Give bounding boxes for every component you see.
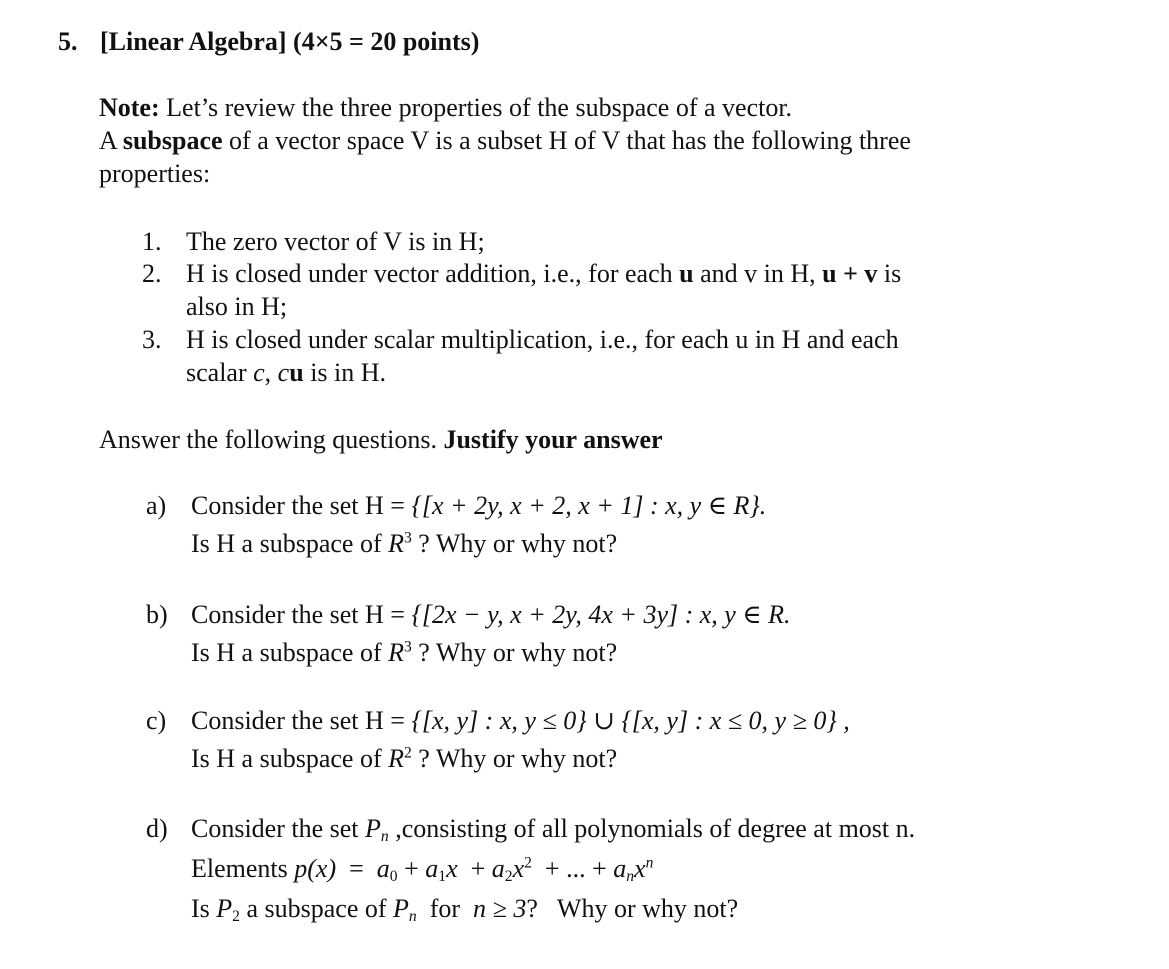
note-label: Note:	[99, 93, 160, 122]
question-heading	[58, 26, 479, 59]
property-3-text-2c: is in H.	[303, 358, 387, 387]
question-c-line-1	[191, 705, 850, 738]
question-c-intro: Consider the set H =	[191, 706, 412, 735]
property-3-text: H is closed under scalar multiplication, i.e., for each u in H and each	[186, 325, 899, 354]
note-text-1: Let’s review the three properties of the subspace of a vector.	[159, 93, 793, 122]
property-2-text-b: and v in H,	[693, 259, 823, 288]
question-b-space-exponent: 3	[404, 638, 412, 656]
question-c-space-exponent: 2	[404, 744, 412, 762]
polynomial-plus-2: +	[457, 854, 492, 883]
property-3-text-2a: scalar	[186, 358, 254, 387]
question-a-ask: Is H a subspace of	[191, 529, 389, 558]
coef-an: a	[613, 854, 627, 883]
question-d-line-2	[191, 853, 653, 886]
question-d-description: ,consisting of all polynomials of degree at most n.	[388, 814, 916, 843]
note-text-2a: A	[99, 126, 123, 155]
vector-sum: u + v	[822, 259, 878, 288]
note-line-1	[99, 92, 792, 125]
question-number: 5.	[58, 27, 78, 56]
property-3-text-line2	[186, 357, 386, 390]
term-x2: x	[512, 854, 525, 883]
question-c-ask: Is H a subspace of	[191, 744, 389, 773]
property-3-text-2b: ,	[264, 358, 278, 387]
scalar-c-product: c	[277, 358, 290, 387]
p2-subscript: 2	[232, 907, 240, 925]
term-xn-exponent: n	[645, 854, 654, 872]
question-b-line-2	[191, 637, 617, 670]
polynomial-ellipsis: + ... +	[531, 854, 614, 883]
pn2-symbol: P	[393, 894, 409, 923]
question-a-why: ? Why or why not?	[411, 529, 618, 558]
question-b-ask: Is H a subspace of	[191, 638, 389, 667]
polynomial-equals: =	[336, 854, 377, 883]
pn-symbol: P	[365, 814, 381, 843]
question-a-space: R	[388, 529, 404, 558]
p2-symbol: P	[216, 894, 233, 923]
note-line-3: properties:	[99, 159, 211, 188]
question-d-intro: Consider the set	[191, 814, 366, 843]
question-a-set: {[x + 2y, x + 2, x + 1] : x, y ∈ R}.	[411, 491, 767, 520]
question-a-line-2	[191, 528, 617, 561]
scalar-c: c	[253, 358, 265, 387]
property-2-number: 2.	[142, 259, 162, 288]
vector-u-product: u	[289, 358, 304, 387]
question-b-intro: Consider the set H =	[191, 600, 412, 629]
note-text-2b: of a vector space V is a subset H of V that has the following three	[222, 126, 911, 155]
question-b-label: b)	[146, 600, 168, 629]
question-b-space: R	[388, 638, 404, 667]
question-d-line-1	[191, 813, 915, 846]
property-2-text	[186, 258, 901, 291]
term-xn: x	[634, 854, 646, 883]
question-d-why: ? Why or why not?	[526, 894, 739, 923]
question-d-label: d)	[146, 814, 168, 843]
question-c-line-2	[191, 743, 617, 776]
question-c-why: ? Why or why not?	[411, 744, 618, 773]
question-c-space: R	[388, 744, 404, 773]
question-b-set: {[2x − y, x + 2y, 4x + 3y] : x, y ∈ R.	[411, 600, 791, 629]
polynomial-px: p(x)	[294, 854, 337, 883]
pn-subscript: n	[380, 827, 389, 845]
property-2-text-c: is	[877, 259, 902, 288]
coef-an-sub: n	[626, 867, 635, 885]
question-d-subspace-text: a subspace of	[239, 894, 394, 923]
polynomial-plus-1: +	[397, 854, 426, 883]
question-b-why: ? Why or why not?	[411, 638, 618, 667]
pn2-subscript: n	[408, 907, 417, 925]
question-title: [Linear Algebra] (4×5 = 20 points)	[100, 27, 480, 56]
term-x2-exponent: 2	[524, 854, 532, 872]
coef-a1: a	[425, 854, 439, 883]
property-3-number: 3.	[142, 325, 162, 354]
property-1-text: The zero vector of V is in H;	[186, 227, 485, 256]
coef-a0: a	[376, 854, 390, 883]
note-line-2	[99, 125, 911, 158]
note-subspace-term: subspace	[122, 126, 223, 155]
question-a-label: a)	[146, 491, 167, 520]
coef-a2: a	[491, 854, 505, 883]
question-d-for: for	[416, 894, 474, 923]
question-a-intro: Consider the set H =	[191, 491, 412, 520]
vector-u: u	[679, 259, 694, 288]
question-d-ask: Is	[191, 894, 217, 923]
instruction-text: Answer the following questions.	[99, 425, 444, 454]
question-d-line-3	[191, 893, 738, 926]
property-1-number: 1.	[142, 227, 162, 256]
coef-a2-sub: 2	[504, 867, 513, 885]
property-2-text-line2: also in H;	[186, 292, 288, 321]
question-d-elements-label: Elements	[191, 854, 295, 883]
term-x: x	[446, 854, 458, 883]
coef-a0-sub: 0	[389, 867, 398, 885]
instruction-line	[99, 424, 663, 457]
property-2-text-a: H is closed under vector addition, i.e., for each	[186, 259, 680, 288]
question-b-line-1	[191, 599, 790, 632]
question-c-label: c)	[146, 706, 167, 735]
question-d-condition: n ≥ 3	[473, 894, 527, 923]
question-a-space-exponent: 3	[404, 529, 412, 547]
coef-a1-sub: 1	[438, 867, 447, 885]
question-a-line-1	[191, 490, 766, 523]
instruction-emphasis: Justify your answer	[443, 425, 663, 454]
question-c-set: {[x, y] : x, y ≤ 0} ∪ {[x, y] : x ≤ 0, y ≥ 0} ,	[411, 706, 850, 735]
